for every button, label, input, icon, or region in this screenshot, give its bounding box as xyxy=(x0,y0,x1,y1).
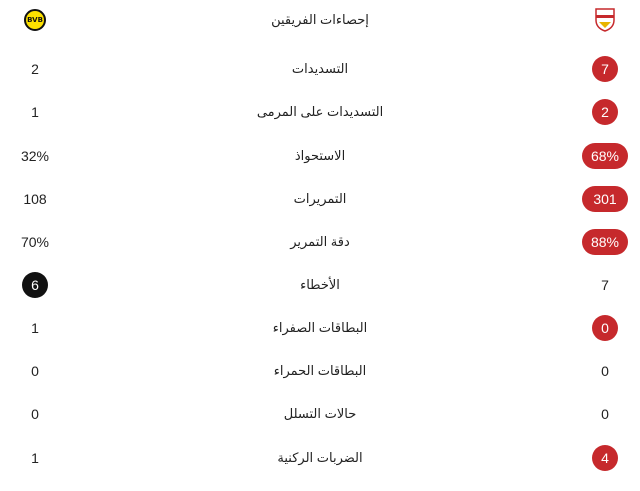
stat-row-fouls xyxy=(0,265,640,305)
stats-title: إحصاءات الفريقين xyxy=(271,12,369,27)
left-value: 70% xyxy=(20,234,50,250)
left-value: 2 xyxy=(31,61,39,77)
left-value: 32% xyxy=(20,148,50,164)
stat-row-red-cards xyxy=(0,351,640,391)
left-value: 0 xyxy=(31,406,39,422)
left-value-highlight: 6 xyxy=(22,272,48,298)
left-value: 1 xyxy=(31,320,39,336)
stat-label: البطاقات الصفراء xyxy=(272,320,368,335)
stat-label: التمريرات xyxy=(293,191,347,206)
stat-row-possession xyxy=(0,136,640,176)
stat-label: التسديدات xyxy=(291,61,349,76)
stat-row-corners xyxy=(0,438,640,478)
stat-row-passes xyxy=(0,179,640,219)
right-value: 0 xyxy=(601,406,609,422)
left-team-logo-cell xyxy=(0,0,70,40)
stat-row-pass-accuracy xyxy=(0,222,640,262)
right-value-highlight: 2 xyxy=(592,99,618,125)
stat-row-shots xyxy=(0,49,640,89)
right-value-highlight: 301 xyxy=(582,186,628,212)
stat-label: الضربات الركنية xyxy=(277,450,363,465)
stat-row-shots-on-target xyxy=(0,92,640,132)
stat-row-offsides xyxy=(0,394,640,434)
right-team-logo-cell xyxy=(570,0,640,40)
right-value-highlight: 7 xyxy=(592,56,618,82)
right-value-highlight: 88% xyxy=(582,229,628,255)
stat-label: التسديدات على المرمى xyxy=(256,104,384,119)
bvb-logo-icon: BVB xyxy=(24,9,46,31)
stat-label: الاستحواذ xyxy=(294,148,346,163)
left-value: 1 xyxy=(31,450,39,466)
right-value-highlight: 4 xyxy=(592,445,618,471)
stat-label: دقة التمرير xyxy=(290,234,350,249)
left-value: 108 xyxy=(23,191,47,207)
right-value: 0 xyxy=(601,363,609,379)
right-value-highlight: 68% xyxy=(582,143,628,169)
stats-header-row xyxy=(0,0,640,40)
left-value: 0 xyxy=(31,363,39,379)
stat-label: البطاقات الحمراء xyxy=(273,363,367,378)
left-value: 1 xyxy=(31,104,39,120)
stat-label: حالات التسلل xyxy=(283,406,357,421)
right-value: 7 xyxy=(601,277,609,293)
right-value-highlight: 0 xyxy=(592,315,618,341)
stat-label: الأخطاء xyxy=(300,277,340,292)
vfb-logo-icon xyxy=(595,8,615,32)
stat-row-yellow-cards xyxy=(0,308,640,348)
